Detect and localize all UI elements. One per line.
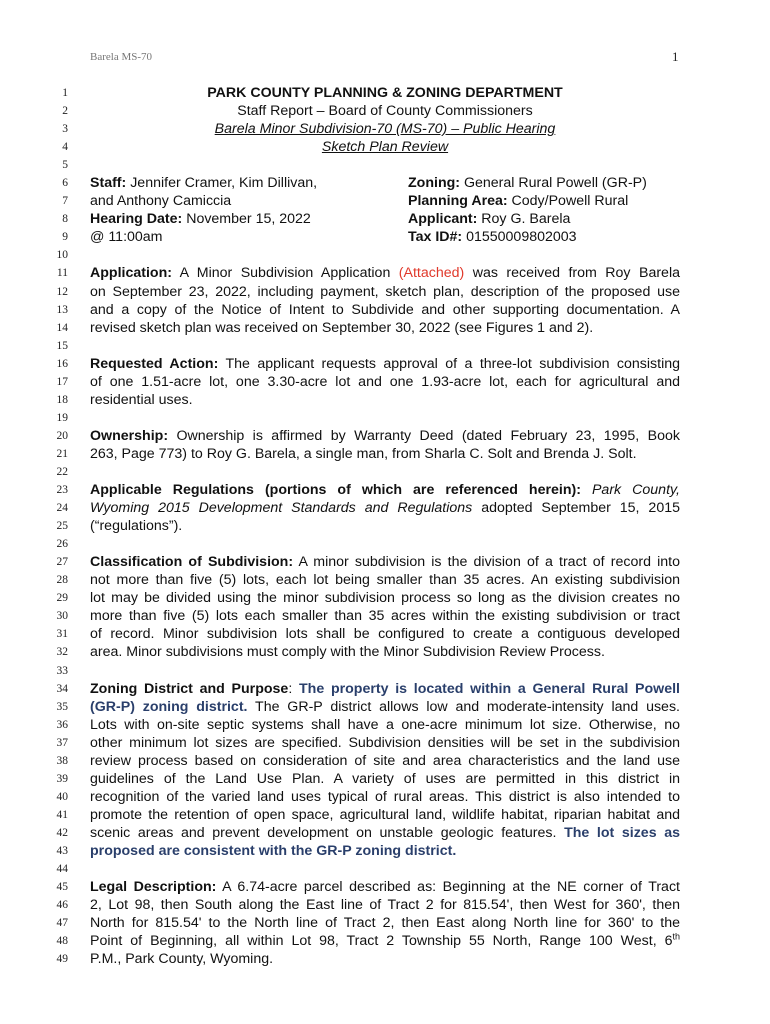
line-number: 19	[56, 411, 68, 424]
text-line: revised sketch plan was received on September 30, 2022 (see Figures 1 and 2).	[90, 319, 594, 336]
line-number: 24	[56, 502, 68, 515]
line-number: 44	[56, 863, 68, 876]
line-number: 21	[56, 447, 68, 460]
line-number: 14	[56, 321, 68, 334]
running-header: Barela MS-70	[90, 51, 153, 63]
legal-description-paragraph: Legal Description: A 6.74-acre parcel described as: Beginning at the NE corner of Tract	[90, 879, 680, 896]
report-body	[90, 84, 680, 968]
line-number: 16	[56, 357, 68, 370]
title-report: Staff Report – Board of County Commissioners	[237, 103, 533, 120]
tax-id-line: Tax ID#: 01550009802003	[408, 229, 577, 246]
line-number: 23	[56, 484, 68, 497]
line-number: 27	[56, 556, 68, 569]
line-number: 30	[56, 610, 68, 623]
text-line: recognition of the varied land uses typical of rural areas. This district is also intended to	[90, 788, 680, 805]
line-number: 39	[56, 772, 68, 785]
line-number: 43	[56, 844, 68, 857]
text-line: P.M., Park County, Wyoming.	[90, 951, 274, 968]
line-number: 9	[62, 231, 68, 244]
hearing-date-line: Hearing Date: November 15, 2022	[90, 211, 311, 228]
page-number: 1	[672, 49, 679, 64]
text-line: scenic areas and prevent development on unstable geologic features. The lot sizes as	[90, 824, 680, 841]
text-line: promote the retention of open space, agricultural land, wildlife habitat, riparian habitat and	[90, 806, 680, 823]
zoning-line: Zoning: General Rural Powell (GR-P)	[408, 175, 647, 192]
text-line: area. Minor subdivisions must comply with the Minor Subdivision Review Process.	[90, 644, 605, 661]
line-number: 49	[56, 953, 68, 966]
text-line: more than five (5) lots each smaller than 35 acres within the existing subdivision or tract	[90, 608, 680, 625]
line-number: 3	[62, 123, 68, 136]
line-number: 2	[62, 105, 68, 118]
line-number: 15	[56, 339, 68, 352]
info-row	[90, 174, 680, 192]
line-number: 28	[56, 574, 68, 587]
text-line: (“regulations”).	[90, 518, 183, 535]
line-number: 34	[56, 682, 68, 695]
application-paragraph: Application: A Minor Subdivision Application (Attached) was received from Roy Barela	[90, 265, 680, 282]
text-line: proposed are consistent with the GR-P zoning district.	[90, 842, 457, 859]
text-line: lot may be divided using the minor subdivision process so long as the division creates no	[90, 590, 680, 607]
text-line: and a copy of the Notice of Intent to Subdivide and other supporting documentation. A	[90, 301, 680, 318]
line-number: 12	[56, 285, 68, 298]
line-number: 41	[56, 808, 68, 821]
line-number: 48	[56, 935, 68, 948]
title-subdivision: Barela Minor Subdivision-70 (MS-70) – Public Hearing	[214, 121, 556, 138]
title-review: Sketch Plan Review	[321, 139, 449, 156]
ownership-paragraph: Ownership: Ownership is affirmed by Warranty Deed (dated February 23, 1995, Book	[90, 427, 680, 444]
text-line: Lots with on-site septic systems shall have a one-acre minimum lot size. Otherwise, no	[90, 716, 680, 733]
text-line: review process based on consideration of site and area characteristics and the land use	[90, 752, 680, 769]
line-numbers	[44, 84, 68, 968]
text-line: North for 815.54' to the North line of Tract 2, then East along North line for 360' to the	[90, 915, 680, 932]
line-number: 36	[56, 718, 68, 731]
classification-paragraph: Classification of Subdivision: A minor subdivision is the division of a tract of record into	[90, 554, 680, 571]
line-number: 13	[56, 303, 68, 316]
text-line: of record. Minor subdivision lots shall be configured to create a contiguous developed	[90, 626, 680, 643]
line-number: 35	[56, 700, 68, 713]
line-number: 1	[62, 87, 68, 99]
staff-line: Staff: Jennifer Cramer, Kim Dillivan,	[90, 175, 318, 192]
line-number: 22	[56, 465, 68, 478]
attached-link[interactable]: (Attached)	[398, 265, 465, 282]
line-number: 42	[56, 826, 68, 839]
line-number: 47	[56, 917, 68, 930]
line-number: 17	[56, 375, 68, 388]
line-number: 25	[56, 520, 68, 533]
line-number: 45	[56, 881, 68, 894]
zoning-district-paragraph: Zoning District and Purpose: The property is located within a General Rural Powell	[90, 680, 680, 697]
line-number: 31	[56, 628, 68, 641]
text-line: 263, Page 773) to Roy G. Barela, a single man, from Sharla C. Solt and Brenda J. Solt.	[90, 445, 637, 462]
text-line: not more than five (5) lots, each lot being smaller than 35 acres. An existing subdivision	[90, 572, 680, 589]
line-number: 4	[62, 141, 68, 154]
title-department: PARK COUNTY PLANNING & ZONING DEPARTMENT	[207, 85, 563, 101]
line-number: 20	[56, 429, 68, 442]
line-number: 29	[56, 592, 68, 605]
line-number: 33	[56, 664, 68, 677]
text-line: residential uses.	[90, 391, 193, 408]
planning-area-line: Planning Area: Cody/Powell Rural	[408, 193, 629, 210]
text-line: of one 1.51-acre lot, one 3.30-acre lot and one 1.93-acre lot, each for agricultural and	[90, 373, 680, 390]
applicant-line: Applicant: Roy G. Barela	[408, 211, 571, 228]
text-line: Wyoming 2015 Development Standards and Regulations adopted September 15, 2015	[90, 500, 680, 517]
line-number: 32	[56, 646, 68, 659]
staff-line-2: and Anthony Camiccia	[90, 193, 232, 210]
requested-action-paragraph: Requested Action: The applicant requests approval of a three-lot subdivision consisting	[90, 355, 680, 372]
text-line: guidelines of the Land Use Plan. A variety of uses are permitted in this district in	[90, 770, 680, 787]
line-number: 7	[62, 195, 68, 208]
line-number: 5	[62, 159, 68, 172]
line-number: 6	[62, 177, 68, 190]
line-number: 10	[56, 249, 68, 262]
line-number: 8	[62, 213, 68, 226]
text-line: Point of Beginning, all within Lot 98, Tract 2 Township 55 North, Range 100 West, 6th	[90, 931, 680, 950]
text-line: other minimum lot sizes are specified. Subdivision densities will be set in the subdivision	[90, 734, 680, 751]
line-number: 26	[56, 538, 68, 551]
line-number: 18	[56, 393, 68, 406]
hearing-time-line: @ 11:00am	[90, 229, 163, 246]
regulations-paragraph: Applicable Regulations (portions of which are referenced herein): Park County,	[90, 482, 680, 499]
line-number: 38	[56, 754, 68, 767]
text-line: 2, Lot 98, then South along the East line of Tract 2 for 815.54', then West for 360', then	[90, 897, 680, 914]
line-number: 46	[56, 899, 68, 912]
line-number: 37	[56, 736, 68, 749]
line-number: 11	[56, 267, 68, 280]
text-line: (GR-P) zoning district. The GR-P district allows low and moderate-intensity land uses.	[90, 698, 680, 715]
text-line: on September 23, 2022, including payment, sketch plan, description of the proposed use	[90, 283, 680, 300]
line-number: 40	[56, 790, 68, 803]
